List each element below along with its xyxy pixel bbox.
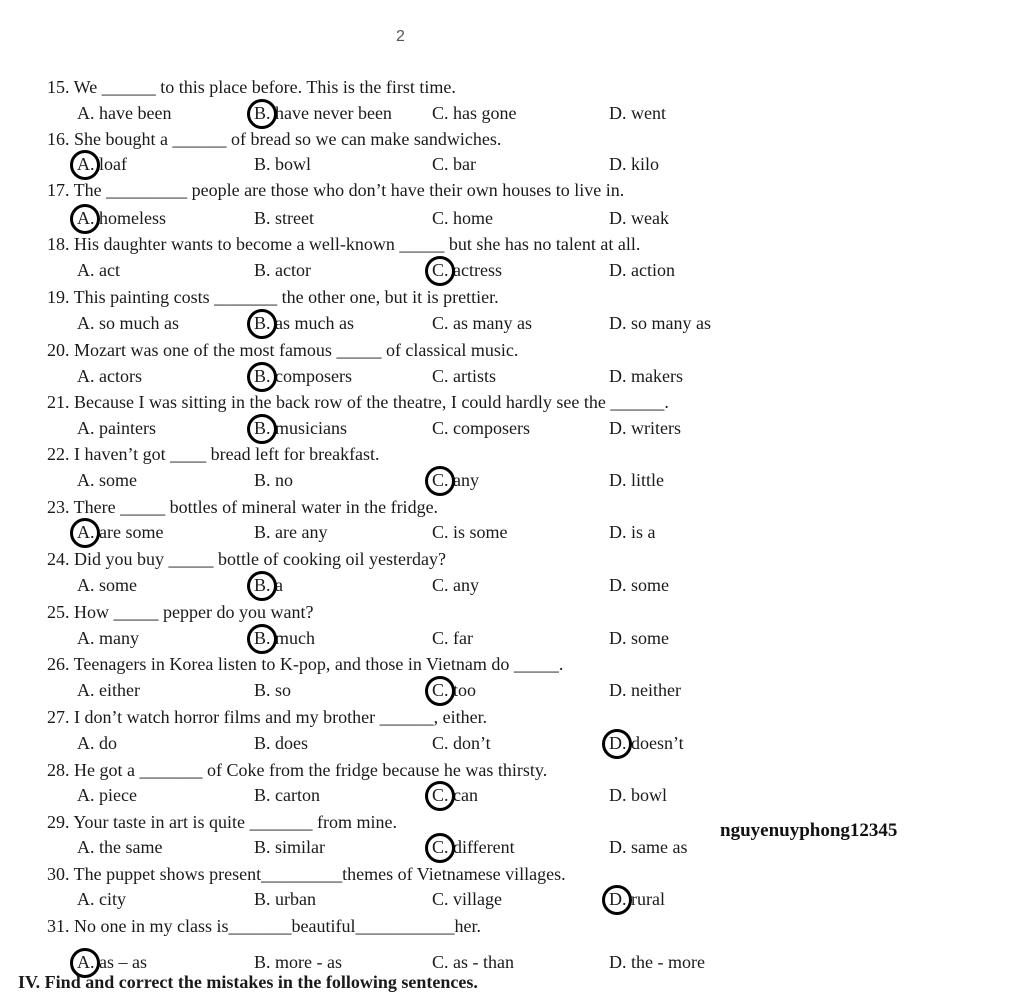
option-c: C. any: [432, 575, 479, 595]
option-c: C. as many as: [432, 313, 532, 333]
option-c: C. as - than: [432, 952, 514, 972]
option-d: D. is a: [609, 522, 656, 542]
option-b: B. carton: [254, 785, 320, 805]
option-a: A. piece: [77, 785, 137, 805]
option-c: C. has gone: [432, 103, 517, 123]
option-d: D. little: [609, 470, 664, 490]
option-b: B. as much as: [254, 313, 354, 333]
question-stem: 26. Teenagers in Korea listen to K-pop, and those in Vietnam do _____.: [47, 654, 564, 674]
option-b: B. no: [254, 470, 294, 490]
option-d: D. writers: [609, 418, 681, 438]
option-c: C. can: [432, 785, 478, 805]
option-c: C. composers: [432, 418, 530, 438]
question-stem: 23. There _____ bottles of mineral water in the fridge.: [47, 497, 439, 517]
option-a: A. homeless: [77, 208, 166, 228]
option-c: C. different: [432, 837, 515, 857]
option-b: B. have never been: [254, 103, 392, 123]
option-d: D. bowl: [609, 785, 667, 805]
option-b: B. are any: [254, 522, 328, 542]
option-b: B. much: [254, 628, 315, 648]
page-number: 2: [396, 28, 405, 45]
option-b: B. similar: [254, 837, 325, 857]
option-c: C. bar: [432, 154, 476, 174]
option-c: C. actress: [432, 260, 502, 280]
option-d: D. kilo: [609, 154, 660, 174]
option-c: C. don’t: [432, 733, 491, 753]
option-c: C. far: [432, 628, 473, 648]
option-c: C. is some: [432, 522, 508, 542]
section-heading: IV. Find and correct the mistakes in the following sentences.: [18, 972, 478, 992]
option-b: B. bowl: [254, 154, 312, 174]
option-b: B. a: [254, 575, 283, 595]
question-stem: 31. No one in my class is_______beautiful___________her.: [47, 916, 481, 936]
question-stem: 15. We ______ to this place before. This is the first time.: [47, 77, 456, 97]
option-d: D. went: [609, 103, 666, 123]
option-a: A. either: [77, 680, 140, 700]
question-stem: 28. He got a _______ of Coke from the fridge because he was thirsty.: [47, 760, 548, 780]
option-b: B. so: [254, 680, 292, 700]
question-stem: 21. Because I was sitting in the back row of the theatre, I could hardly see the ______.: [47, 392, 669, 412]
option-b: B. street: [254, 208, 314, 228]
option-a: A. loaf: [77, 154, 127, 174]
option-b: B. urban: [254, 889, 316, 909]
option-a: A. some: [77, 470, 137, 490]
option-a: A. city: [77, 889, 126, 909]
option-d: D. makers: [609, 366, 683, 386]
question-stem: 27. I don’t watch horror films and my brother ______, either.: [47, 707, 488, 727]
question-stem: 24. Did you buy _____ bottle of cooking oil yesterday?: [47, 549, 446, 569]
option-d: D. some: [609, 575, 669, 595]
question-stem: 19. This painting costs _______ the other one, but it is prettier.: [47, 287, 499, 307]
option-c: C. home: [432, 208, 493, 228]
option-c: C. village: [432, 889, 502, 909]
option-d: D. weak: [609, 208, 669, 228]
watermark-username: nguyenuyphong12345: [720, 820, 898, 841]
question-stem: 25. How _____ pepper do you want?: [47, 602, 314, 622]
option-c: C. artists: [432, 366, 497, 386]
option-a: A. do: [77, 733, 117, 753]
option-b: B. composers: [254, 366, 352, 386]
option-c: C. any: [432, 470, 479, 490]
option-a: A. the same: [77, 837, 163, 857]
option-a: A. actors: [77, 366, 142, 386]
option-b: B. more - as: [254, 952, 342, 972]
option-a: A. painters: [77, 418, 156, 438]
question-stem: 30. The puppet shows present_________themes of Vietnamese villages.: [47, 864, 566, 884]
option-a: A. many: [77, 628, 139, 648]
option-d: D. same as: [609, 837, 688, 857]
question-stem: 18. His daughter wants to become a well-known _____ but she has no talent at all.: [47, 234, 641, 254]
option-c: C. too: [432, 680, 477, 700]
option-d: D. doesn’t: [609, 733, 684, 753]
option-d: D. rural: [609, 889, 665, 909]
option-d: D. action: [609, 260, 675, 280]
option-d: D. neither: [609, 680, 681, 700]
question-stem: 22. I haven’t got ____ bread left for breakfast.: [47, 444, 380, 464]
question-stem: 29. Your taste in art is quite _______ from mine.: [47, 812, 397, 832]
option-b: B. musicians: [254, 418, 347, 438]
option-d: D. so many as: [609, 313, 711, 333]
option-a: A. have been: [77, 103, 172, 123]
option-a: A. some: [77, 575, 137, 595]
option-d: D. the - more: [609, 952, 705, 972]
question-stem: 17. The _________ people are those who don’t have their own houses to live in.: [47, 180, 625, 200]
option-a: A. so much as: [77, 313, 179, 333]
question-stem: 16. She bought a ______ of bread so we can make sandwiches.: [47, 129, 502, 149]
option-b: B. actor: [254, 260, 311, 280]
option-b: B. does: [254, 733, 308, 753]
question-stem: 20. Mozart was one of the most famous _____ of classical music.: [47, 340, 519, 360]
option-d: D. some: [609, 628, 669, 648]
option-a: A. as – as: [77, 952, 147, 972]
option-a: A. are some: [77, 522, 164, 542]
option-a: A. act: [77, 260, 120, 280]
